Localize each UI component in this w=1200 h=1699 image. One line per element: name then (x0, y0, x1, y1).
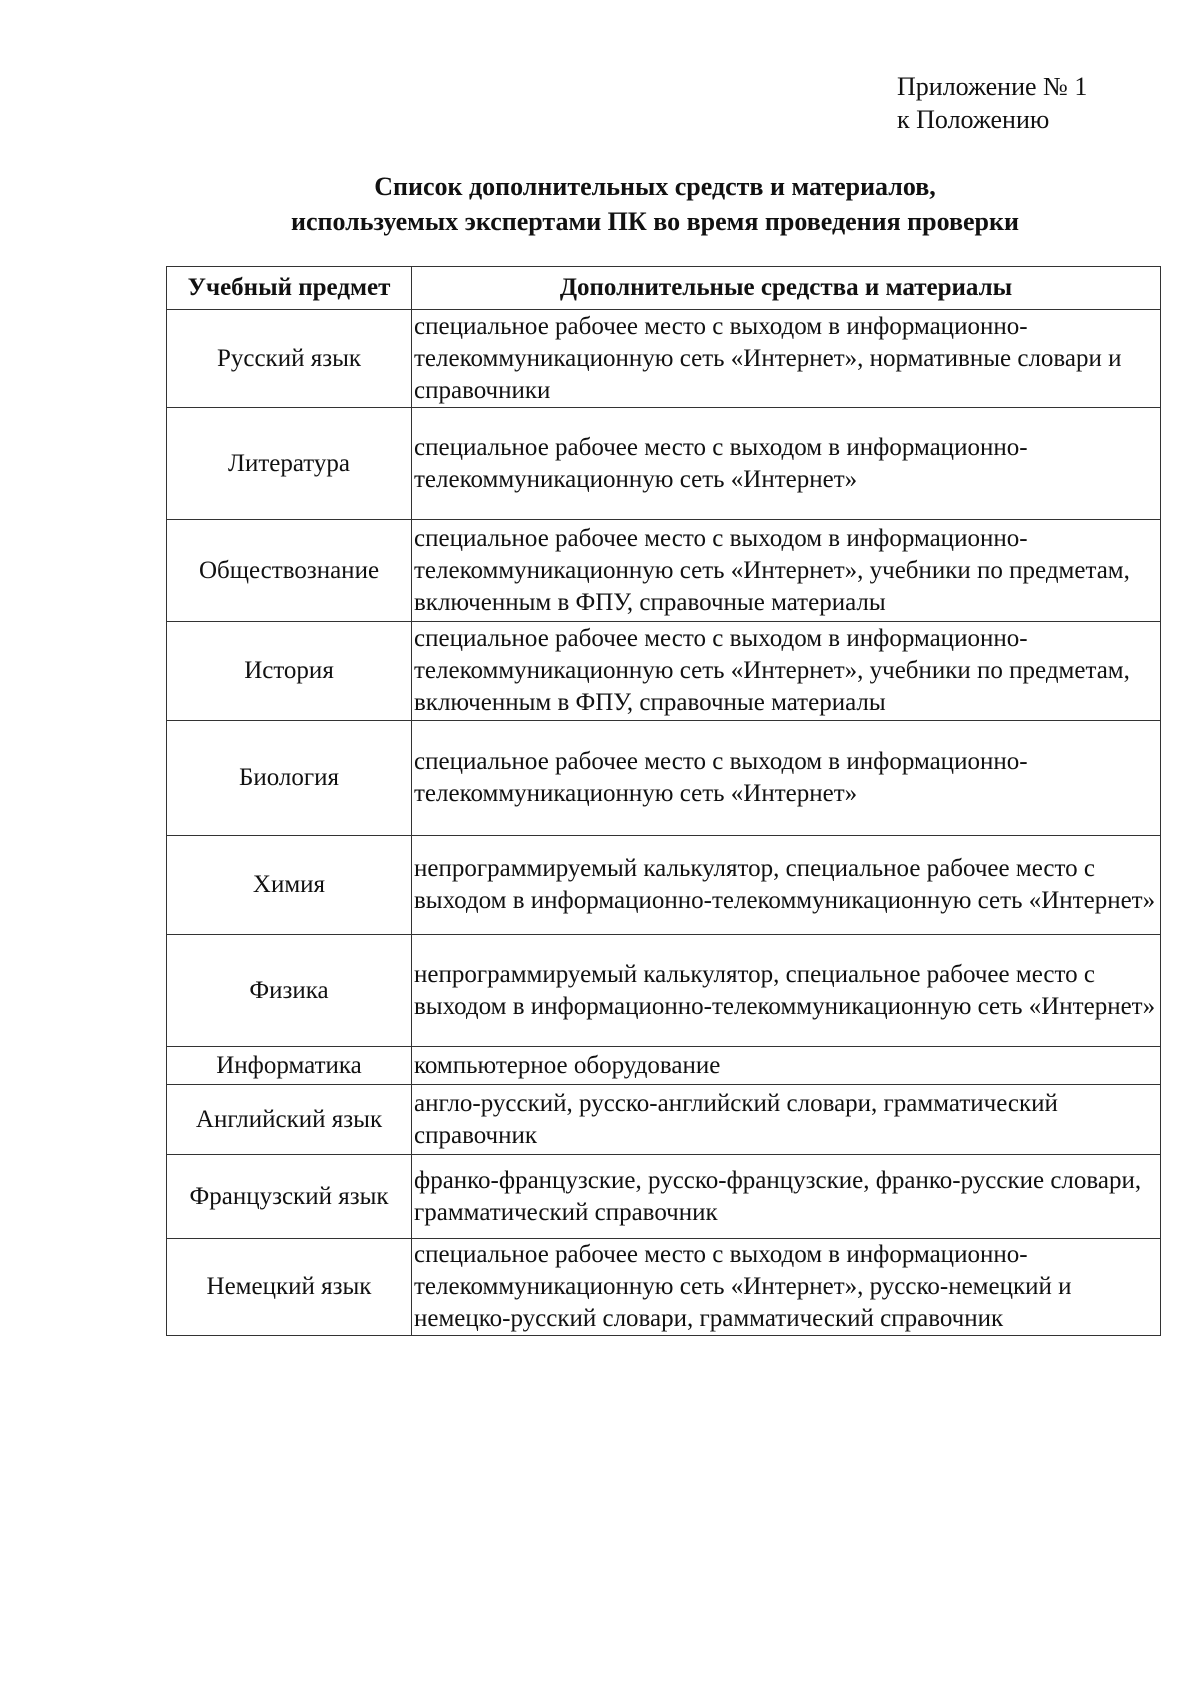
column-header-subject: Учебный предмет (167, 267, 412, 310)
table-row (167, 1155, 1161, 1239)
table-row (167, 836, 1161, 935)
subject-cell: Литература (167, 408, 412, 520)
table-row (167, 520, 1161, 622)
materials-cell: специальное рабочее место с выходом в информационно-телекоммуникационную сеть «Интернет» (412, 721, 1161, 836)
table-row (167, 408, 1161, 520)
materials-cell: непрограммируемый калькулятор, специальное рабочее место с выходом в информационно-телекоммуникационную сеть «Интернет» (412, 935, 1161, 1047)
subject-cell: Химия (167, 836, 412, 935)
appendix-reference (897, 70, 1087, 136)
table-row (167, 310, 1161, 408)
materials-cell: непрограммируемый калькулятор, специальное рабочее место с выходом в информационно-телекоммуникационную сеть «Интернет» (412, 836, 1161, 935)
column-header-materials: Дополнительные средства и материалы (412, 267, 1161, 310)
table-row (167, 1239, 1161, 1336)
subject-cell: Русский язык (167, 310, 412, 408)
materials-cell: франко-французские, русско-французские, франко-русские словари, грамматический справочник (412, 1155, 1161, 1239)
appendix-line-1: Приложение № 1 (897, 72, 1088, 101)
subject-cell: История (167, 622, 412, 721)
materials-table (166, 266, 1161, 1336)
materials-cell: специальное рабочее место с выходом в информационно-телекоммуникационную сеть «Интернет», нормативные словари и справочники (412, 310, 1161, 408)
table-row (167, 935, 1161, 1047)
materials-cell: специальное рабочее место с выходом в информационно-телекоммуникационную сеть «Интернет», учебники по предметам, включенным в ФПУ, справочные материалы (412, 622, 1161, 721)
subject-cell: Французский язык (167, 1155, 412, 1239)
table-header-row (167, 267, 1161, 310)
title-line-1: Список дополнительных средств и материалов, (374, 172, 936, 201)
table-row (167, 721, 1161, 836)
subject-cell: Биология (167, 721, 412, 836)
materials-cell: англо-русский, русско-английский словари, грамматический справочник (412, 1085, 1161, 1155)
table-row (167, 1047, 1161, 1085)
title-line-2: используемых экспертами ПК во время проведения проверки (291, 207, 1019, 236)
subject-cell: Информатика (167, 1047, 412, 1085)
document-title (160, 169, 1150, 239)
subject-cell: Немецкий язык (167, 1239, 412, 1336)
table-row (167, 1085, 1161, 1155)
subject-cell: Обществознание (167, 520, 412, 622)
appendix-line-2: к Положению (897, 105, 1050, 134)
subject-cell: Физика (167, 935, 412, 1047)
subject-cell: Английский язык (167, 1085, 412, 1155)
materials-cell: специальное рабочее место с выходом в информационно-телекоммуникационную сеть «Интернет» (412, 408, 1161, 520)
materials-cell: специальное рабочее место с выходом в информационно-телекоммуникационную сеть «Интернет», русско-немецкий и немецко-русский словари, грамматический справочник (412, 1239, 1161, 1336)
materials-cell: компьютерное оборудование (412, 1047, 1161, 1085)
table-row (167, 622, 1161, 721)
materials-cell: специальное рабочее место с выходом в информационно-телекоммуникационную сеть «Интернет», учебники по предметам, включенным в ФПУ, справочные материалы (412, 520, 1161, 622)
